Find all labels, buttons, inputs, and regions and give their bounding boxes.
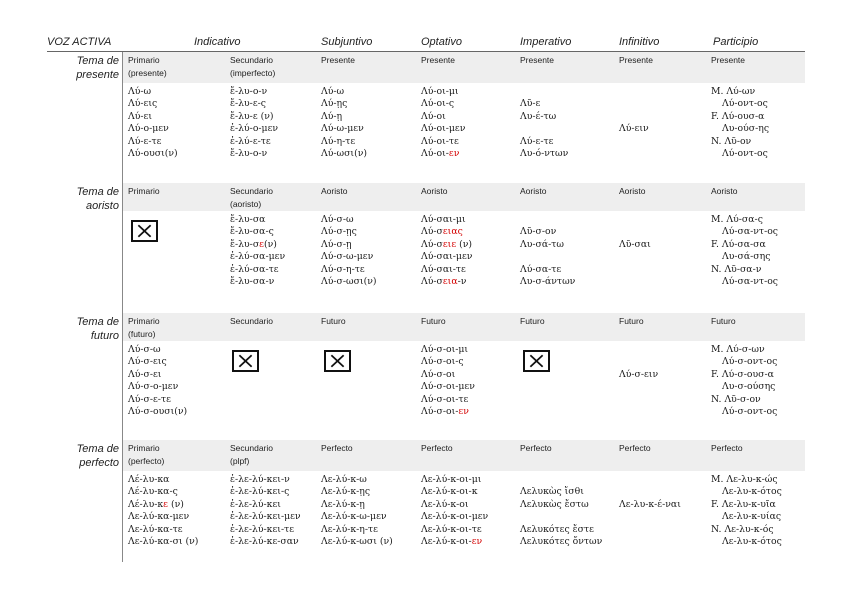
form-line: Λε-λύ-κ-οι-τε (421, 523, 482, 535)
form-line: Λύ-σ-ειν (619, 368, 659, 380)
not-applicable-icon (131, 220, 158, 242)
form-line: ἐ-λύ-σα-τε (230, 263, 279, 275)
form-line: Λύ-ω (128, 86, 152, 97)
form-line: Λε-λυ-κ-έ-ναι (619, 498, 681, 510)
header-voz: VOZ ACTIVA (47, 36, 112, 48)
form-line: Λύ-ω-μεν (321, 123, 364, 135)
column-subheader: Primario (128, 186, 160, 196)
form-line (619, 356, 658, 368)
column-subheader: Aoristo (520, 186, 547, 196)
form-line (619, 536, 681, 548)
column-subheader: Perfecto (619, 443, 651, 453)
column-subheader: Presente (421, 55, 456, 65)
column-subheader: Perfecto (711, 443, 743, 453)
form-line: Λύ-σ-ωσι(ν) (321, 275, 377, 287)
form-line: Λύ-ω (321, 86, 345, 97)
form-line: Λύ-σ-ῃ (321, 238, 352, 250)
column-subheader: Perfecto (421, 443, 453, 453)
form-line: Λελυκὼς ἴσθι (520, 486, 584, 498)
form-line: ἐ-λε-λύ-κει-τε (230, 523, 295, 535)
form-line: Λύ-οντ-ος (722, 147, 768, 159)
form-column (128, 86, 178, 160)
header-indicativo: Indicativo (194, 36, 241, 48)
form-line (619, 474, 681, 486)
column-subheader: Futuro (520, 316, 545, 326)
form-line: Λύ-σ-ω (128, 344, 161, 355)
form-line: Λυ-σ-ούσης (722, 381, 776, 393)
form-line (619, 486, 681, 498)
form-line: ἔ-λυ-ο-ν (230, 86, 268, 97)
form-line: Λύ-ῃς (321, 98, 348, 110)
form-line: ἐ-λε-λύ-κει-ς (230, 486, 290, 498)
header-participio: Participio (713, 36, 759, 48)
form-line: Λε-λύ-κ-η-τε (321, 523, 378, 535)
form-line: Λύ-οι-μι (421, 86, 459, 97)
form-column (128, 474, 198, 548)
form-line: ἐ-λύ-ε-τε (230, 135, 271, 147)
form-line: Λέ-λυ-κε (ν) (128, 498, 184, 510)
form-line: ἔ-λυ-σα-ν (230, 275, 275, 287)
form-line: M. Λύ-ων (711, 86, 756, 97)
form-line: Λύ-σ-οντ-ος (722, 405, 778, 417)
form-line: ἐ-λύ-ο-μεν (230, 123, 279, 135)
form-column (128, 344, 187, 418)
form-column (321, 474, 393, 548)
form-line (520, 511, 602, 523)
form-line (619, 86, 649, 98)
form-line: Λε-λυ-κ-ότος (722, 486, 782, 498)
not-applicable-icon (232, 350, 259, 372)
form-line: Λε-λύ-κα-τε (128, 523, 183, 535)
form-line: Λυ-έ-τω (520, 110, 557, 122)
column-subheader: Futuro (711, 316, 736, 326)
form-column (520, 86, 568, 160)
column-subheader: Presente (321, 55, 356, 65)
column-subheader: Perfecto (520, 443, 552, 453)
form-line: Λύ-σ-ο-μεν (128, 381, 179, 393)
form-line: Λύ-ει (128, 110, 152, 122)
form-column (421, 474, 488, 548)
form-column (321, 214, 376, 288)
column-subheader: Aoristo (321, 186, 348, 196)
form-line: Λύ-σ-οντ-ος (722, 356, 778, 368)
form-line: Λύ-σειε (ν) (421, 238, 473, 250)
form-line: Λύ-σαι-μι (421, 214, 466, 225)
form-line: Λύ-οι-τε (421, 135, 459, 147)
form-line: Λύ-σειας (421, 226, 463, 238)
form-line: Λῦ-ε (520, 98, 541, 110)
form-line: Λε-λύ-κ-οι-μι (421, 474, 482, 485)
form-line: Λέ-λυ-κα-ς (128, 486, 178, 498)
form-line: Λύ-σ-ῃς (321, 226, 357, 238)
form-line: N. Λε-λυ-κ-ός (711, 523, 774, 535)
form-line: Λῦ-σαι (619, 238, 651, 250)
form-line: Λύ-οι-εν (421, 147, 460, 159)
column-subheader: Primario (presente) (128, 55, 167, 78)
form-line: F. Λύ-σ-ουσ-α (711, 368, 774, 380)
form-line (619, 344, 658, 356)
form-line: Λυ-ό-ντων (520, 147, 569, 159)
form-line: Λύ-σ-οι-τε (421, 393, 469, 405)
form-line: Λε-λύ-κ-οι (421, 498, 469, 510)
form-line: ἔ-λυ-ο-ν (230, 147, 268, 159)
form-line: Λε-λύ-κ-οι-εν (421, 535, 483, 547)
form-line (619, 98, 649, 110)
form-line: F. Λύ-σα-σα (711, 238, 766, 250)
form-line: ἐ-λε-λύ-κει-ν (230, 474, 290, 485)
form-line (520, 214, 575, 226)
form-line: Λύ-σαι-μεν (421, 251, 473, 263)
form-line: Λύ-σαι-τε (421, 263, 466, 275)
form-line (619, 381, 658, 393)
form-line: F. Λύ-ουσ-α (711, 110, 765, 122)
tema-label: Tema de perfecto (76, 443, 119, 469)
form-line: Λύ-σ-ει (128, 368, 162, 380)
form-column (421, 344, 475, 418)
form-column (711, 214, 778, 288)
not-applicable-icon (523, 350, 550, 372)
form-line (619, 214, 651, 226)
form-line: Λύ-σα-ντ-ος (722, 275, 779, 287)
form-line (619, 226, 651, 238)
form-column (230, 474, 301, 548)
column-subheader: Futuro (421, 316, 446, 326)
form-line: Λύ-σεια-ν (421, 275, 467, 287)
column-subheader: Secundario (aoristo) (230, 186, 274, 209)
form-line: M. Λε-λυ-κ-ώς (711, 474, 778, 485)
form-line: Λύ-σ-οι-ς (421, 356, 464, 368)
form-column (619, 344, 658, 418)
column-subheader: Aoristo (711, 186, 738, 196)
form-line (619, 511, 681, 523)
form-line: M. Λύ-σα-ς (711, 214, 763, 225)
form-line: ἐ-λε-λύ-κει-μεν (230, 511, 301, 523)
column-subheader: Presente (619, 55, 654, 65)
form-line: Λύ-ε-τε (520, 135, 554, 147)
form-column (321, 86, 367, 160)
form-line: ἐ-λύ-σα-μεν (230, 251, 286, 263)
form-line: ἔ-λυ-σε(ν) (230, 238, 277, 250)
form-column (230, 214, 285, 288)
section-header-band (123, 440, 805, 471)
form-line (520, 474, 602, 486)
form-line: Λῦ-σ-ον (520, 226, 557, 238)
form-column (619, 86, 649, 160)
form-line: Λύ-σ-εις (128, 356, 167, 368)
form-line (520, 123, 568, 135)
form-column (711, 344, 777, 418)
header-subjuntivo: Subjuntivo (321, 36, 373, 48)
form-line: Λε-λυ-κ-υίας (722, 511, 782, 523)
column-subheader: Secundario (plpf) (230, 443, 274, 466)
form-column (421, 86, 465, 160)
form-line: Λε-λύ-κα-σι (ν) (128, 535, 199, 547)
column-subheader: Secundario (230, 316, 274, 326)
column-subheader: Futuro (321, 316, 346, 326)
column-subheader: Primario (futuro) (128, 316, 160, 339)
section-header-band (123, 183, 805, 211)
form-line: Λελυκὼς ἔστω (520, 498, 589, 510)
header-infinitivo: Infinitivo (619, 36, 660, 48)
not-applicable-icon (324, 350, 351, 372)
form-column (619, 214, 651, 288)
form-line: ἔ-λυ-σα (230, 214, 266, 225)
form-line: Λύ-σα-τε (520, 263, 562, 275)
form-column (520, 214, 575, 288)
form-line: Λύ-ειν (619, 123, 649, 135)
column-subheader: Secundario (imperfecto) (230, 55, 276, 78)
left-rule (122, 52, 123, 562)
form-line: Λύ-ουσι(ν) (128, 147, 178, 159)
form-column (520, 474, 602, 548)
form-line: Λύ-ο-μεν (128, 123, 169, 135)
form-line: Λύ-σ-ε-τε (128, 393, 171, 405)
form-line: Λύ-σ-οι-εν (421, 405, 469, 417)
form-line: Λύ-οι-μεν (421, 123, 466, 135)
column-subheader: Perfecto (321, 443, 353, 453)
form-line: ἐ-λε-λύ-κε-σαν (230, 535, 299, 547)
form-line: Λε-λύ-κ-ω (321, 474, 367, 485)
form-line (619, 406, 658, 418)
form-line: N. Λῦ-σα-ν (711, 263, 762, 275)
tema-label: Tema de futuro (76, 316, 119, 342)
form-line: N. Λῦ-ον (711, 135, 752, 147)
form-line: Λυ-σά-σης (722, 251, 771, 263)
form-line (619, 136, 649, 148)
form-line: Λελυκότες ἔστε (520, 523, 594, 535)
form-line (619, 524, 681, 536)
form-line: Λε-λύ-κ-ωσι (ν) (321, 535, 393, 547)
form-line: Λε-λύ-κ-οι-μεν (421, 511, 489, 523)
form-line (619, 394, 658, 406)
form-line: Λύ-σ-η-τε (321, 263, 365, 275)
form-line: Λύ-σα-ντ-ος (722, 226, 779, 238)
column-subheader: Futuro (619, 316, 644, 326)
form-line: Λελυκότες ὄντων (520, 535, 603, 547)
form-line (619, 276, 651, 288)
column-subheader: Presente (711, 55, 746, 65)
section-header-band (123, 52, 805, 83)
column-subheader: Primario (perfecto) (128, 443, 165, 466)
form-line: Λύ-σ-οι-μι (421, 344, 469, 355)
form-line: ἔ-λυ-ε (ν) (230, 110, 274, 122)
form-line: Λύ-σ-οι-μεν (421, 381, 475, 393)
form-line: M. Λύ-σ-ων (711, 344, 765, 355)
tema-label: Tema de presente (76, 55, 119, 81)
form-line: Λύ-οι-ς (421, 98, 455, 110)
form-line: Λε-λύ-κ-οι-κ (421, 486, 478, 498)
column-subheader: Presente (520, 55, 555, 65)
form-column (619, 474, 681, 548)
form-line: Λυ-σά-τω (520, 238, 564, 250)
form-line (619, 251, 651, 263)
form-line: ἐ-λε-λύ-κει (230, 498, 281, 510)
form-line (619, 148, 649, 160)
form-column (711, 86, 769, 160)
form-line: Λε-λυ-κ-ότος (722, 535, 782, 547)
form-line: Λυ-σ-άντων (520, 275, 576, 287)
form-line: Λε-λύ-κ-ῃ (321, 498, 365, 510)
form-line: Λύ-εις (128, 98, 158, 110)
form-line: Λύ-ῃ (321, 110, 343, 122)
form-line (520, 251, 575, 263)
form-line: N. Λῦ-σ-ον (711, 393, 761, 405)
form-line: Λύ-οι (421, 110, 446, 122)
form-column (421, 214, 472, 288)
form-line: Λύ-ε-τε (128, 135, 162, 147)
header-imperativo: Imperativo (520, 36, 572, 48)
column-subheader: Aoristo (421, 186, 448, 196)
form-line (619, 111, 649, 123)
form-column (711, 474, 782, 548)
form-line (520, 86, 568, 98)
form-line: Λυ-ούσ-ης (722, 123, 770, 135)
form-line: Λε-λύ-κα-μεν (128, 511, 190, 523)
form-line: Λύ-οντ-ος (722, 98, 768, 110)
form-line: Λύ-σ-οι (421, 368, 456, 380)
column-subheader: Aoristo (619, 186, 646, 196)
form-line: Λέ-λυ-κα (128, 474, 170, 485)
tema-label: Tema de aoristo (76, 186, 119, 212)
form-line: Λε-λύ-κ-ῃς (321, 486, 371, 498)
header-optativo: Optativo (421, 36, 462, 48)
form-line (619, 264, 651, 276)
form-line: ἔ-λυ-ε-ς (230, 98, 266, 110)
form-line: Λύ-σ-ουσι(ν) (128, 405, 188, 417)
section-header-band (123, 313, 805, 341)
form-line: Λε-λύ-κ-ω-μεν (321, 511, 387, 523)
form-column (230, 86, 278, 160)
form-line: Λύ-σ-ω-μεν (321, 251, 374, 263)
form-line: Λύ-σ-ω (321, 214, 354, 225)
form-line: F. Λε-λυ-κ-υῖα (711, 498, 776, 510)
form-line: Λύ-ωσι(ν) (321, 147, 367, 159)
form-line: Λύ-η-τε (321, 135, 356, 147)
form-line: ἔ-λυ-σα-ς (230, 226, 274, 238)
